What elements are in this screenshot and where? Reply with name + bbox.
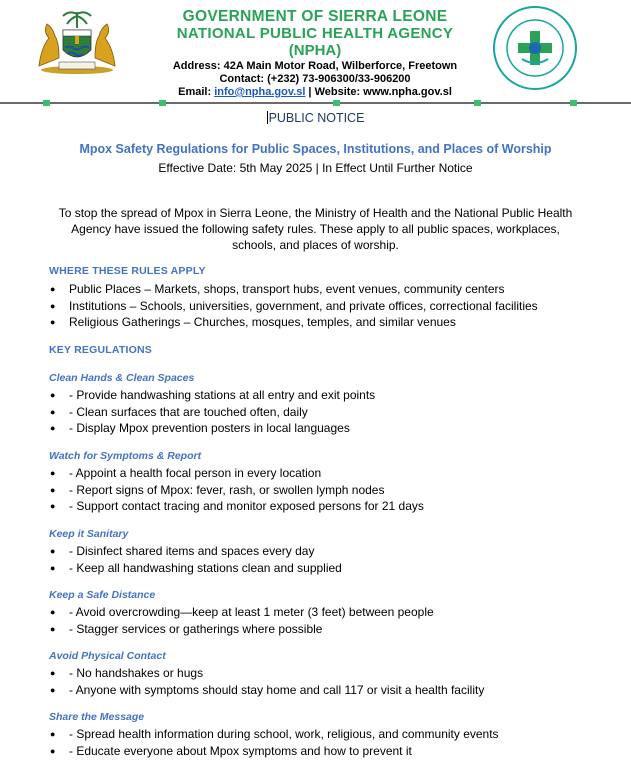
agency-abbr: (NPHA) bbox=[288, 42, 342, 59]
divider-marker bbox=[570, 100, 577, 106]
list-item: ● - Educate everyone about Mpox symptoms and how to prevent it bbox=[50, 743, 412, 758]
list-item: ● - Report signs of Mpox: fever, rash, or swollen lymph nodes bbox=[50, 482, 385, 497]
website: | Website: www.npha.gov.sl bbox=[305, 86, 452, 98]
address: Address: 42A Main Motor Road, Wilberforce, Freetown bbox=[172, 60, 458, 72]
section-list bbox=[49, 665, 484, 698]
contact: Contact: (+232) 73-906300/33-906200 bbox=[219, 73, 411, 85]
section-list bbox=[49, 543, 342, 576]
list-item: ● - Appoint a health focal person in every location bbox=[50, 466, 322, 480]
key-regulations-heading: KEY REGULATIONS bbox=[49, 344, 152, 356]
section-heading: Clean Hands & Clean Spaces bbox=[49, 372, 195, 384]
list-item: ● - Disinfect shared items and spaces every day bbox=[50, 544, 315, 558]
divider-marker bbox=[43, 100, 50, 106]
letterhead bbox=[0, 0, 631, 110]
text-cursor bbox=[267, 111, 268, 124]
email-label: Email: bbox=[178, 86, 215, 98]
section-heading: Watch for Symptoms & Report bbox=[49, 450, 202, 462]
npha-seal-icon bbox=[492, 5, 578, 91]
header-divider bbox=[0, 102, 631, 104]
document-title: Mpox Safety Regulations for Public Spaces, Institutions, and Places of Worship bbox=[79, 142, 552, 156]
section-heading: Share the Message bbox=[49, 711, 145, 723]
section-heading: Keep it Sanitary bbox=[49, 528, 129, 540]
where-list bbox=[49, 281, 538, 331]
list-item: ● - Avoid overcrowding—keep at least 1 meter (3 feet) between people bbox=[50, 605, 434, 619]
list-item: ● - Provide handwashing stations at all entry and exit points bbox=[50, 388, 376, 402]
section-list bbox=[49, 726, 499, 759]
agency-name: NATIONAL PUBLIC HEALTH AGENCY bbox=[176, 25, 454, 42]
where-heading: WHERE THESE RULES APPLY bbox=[49, 265, 206, 277]
list-item: ● - Display Mpox prevention posters in local languages bbox=[50, 421, 350, 435]
email-website-line bbox=[150, 86, 480, 98]
divider-marker bbox=[474, 100, 481, 106]
list-item: ● - Anyone with symptoms should stay home and call 117 or visit a health facility bbox=[50, 682, 485, 697]
list-item: ● Institutions – Schools, universities, government, and private offices, correctional facilities bbox=[50, 298, 538, 313]
effective-date: Effective Date: 5th May 2025 | In Effect Until Further Notice bbox=[158, 161, 473, 175]
divider-marker bbox=[333, 100, 340, 106]
divider-marker bbox=[159, 100, 166, 106]
intro-paragraph: To stop the spread of Mpox in Sierra Leone, the Ministry of Health and the National Public Health Agency have issued the following safety rules. These apply to all public spaces, workplaces, schools, and places of worship. bbox=[58, 206, 573, 252]
section-list bbox=[49, 604, 434, 637]
notice-text: PUBLIC NOTICE bbox=[268, 111, 365, 125]
list-item: ● Public Places – Markets, shops, transport hubs, event venues, community centers bbox=[50, 282, 505, 296]
list-item: ● - Spread health information during school, work, religious, and community events bbox=[50, 727, 499, 741]
list-item: ● - Support contact tracing and monitor exposed persons for 21 days bbox=[50, 499, 424, 513]
section-heading: Avoid Physical Contact bbox=[49, 650, 166, 662]
email-link[interactable]: info@npha.gov.sl bbox=[214, 86, 306, 98]
list-item: ● - Keep all handwashing stations clean and supplied bbox=[50, 560, 342, 575]
list-item: ● - Stagger services or gatherings where possible bbox=[50, 621, 323, 636]
list-item: ● - Clean surfaces that are touched often, daily bbox=[50, 404, 308, 419]
government-name: GOVERNMENT OF SIERRA LEONE bbox=[182, 8, 448, 25]
section-heading: Keep a Safe Distance bbox=[49, 589, 156, 601]
list-item: ● - No handshakes or hugs bbox=[50, 666, 204, 680]
list-item: ● Religious Gatherings – Churches, mosques, temples, and similar venues bbox=[50, 315, 456, 329]
coat-of-arms-icon bbox=[29, 8, 125, 76]
section-list bbox=[49, 465, 424, 515]
notice-label bbox=[0, 111, 631, 125]
section-list bbox=[49, 387, 375, 437]
